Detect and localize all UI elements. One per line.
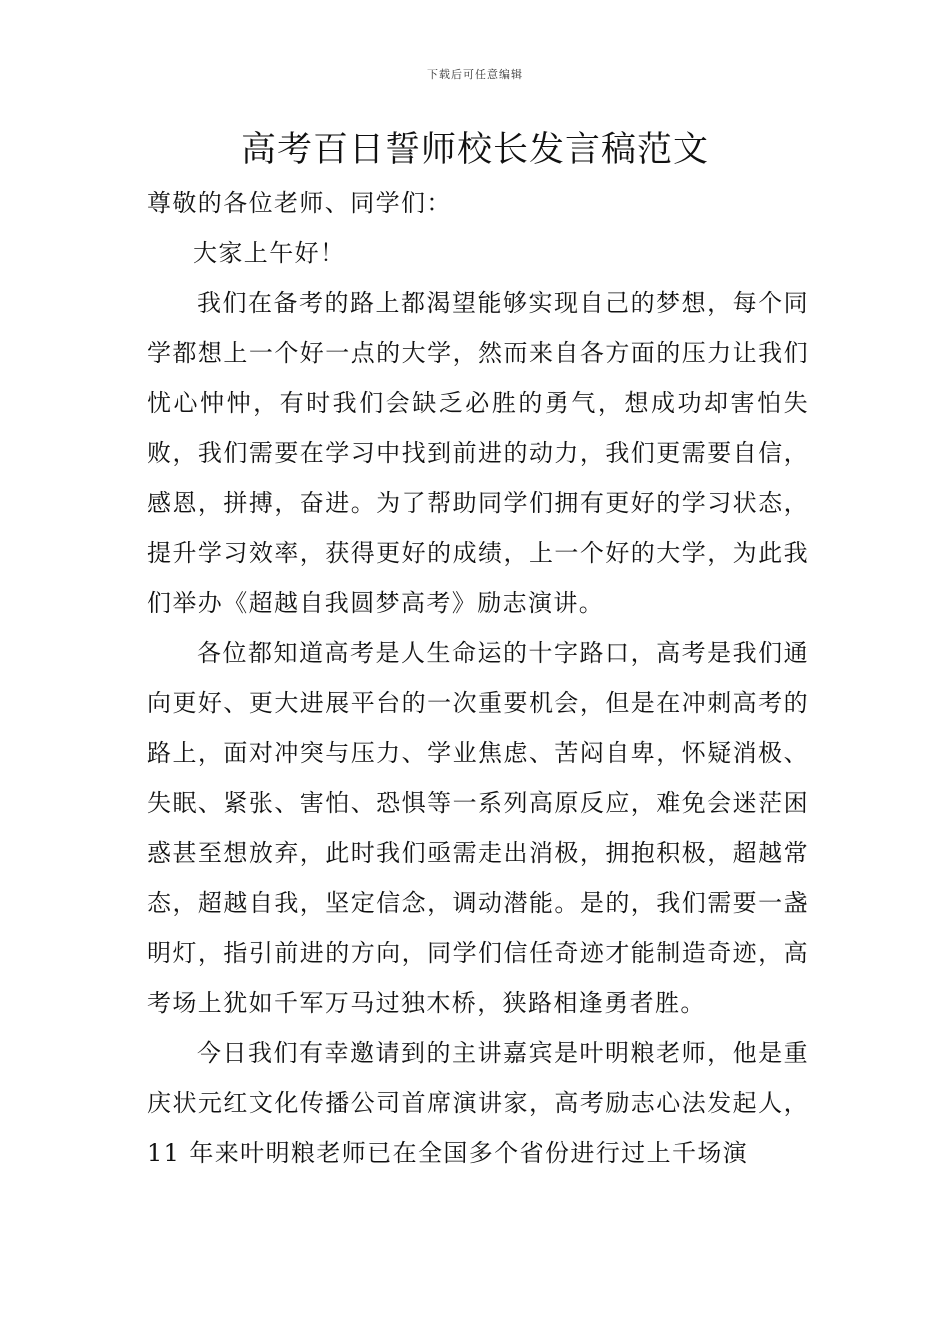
paragraph-3: 今日我们有幸邀请到的主讲嘉宾是叶明粮老师，他是重庆状元红文化传播公司首席演讲家，高考励志心法发起人，11 年来叶明粮老师已在全国多个省份进行过上千场演 <box>147 1039 809 1167</box>
paragraph-2: 各位都知道高考是人生命运的十字路口，高考是我们通向更好、更大进展平台的一次重要机会，但是在冲刺高考的路上，面对冲突与压力、学业焦虑、苦闷自卑，怀疑消极、失眠、紧张、害怕、恐惧等一系列高原反应，难免会迷茫困惑甚至想放弃，此时我们亟需走出消极，拥抱积极，超越常态，超越自我，坚定信念，调动潜能。是的，我们需要一盏明灯，指引前进的方向，同学们信任奇迹才能制造奇迹，高考场上犹如千军万马过独木桥，狭路相逢勇者胜。 <box>147 639 809 1017</box>
greeting: 大家上午好！ <box>193 239 346 267</box>
salutation: 尊敬的各位老师、同学们： <box>147 189 452 217</box>
document-body <box>147 178 809 1178</box>
header-note: 下载后可任意编辑 <box>427 68 523 81</box>
document-title: 高考百日誓师校长发言稿范文 <box>240 130 709 170</box>
paragraph-1: 我们在备考的路上都渴望能够实现自己的梦想，每个同学都想上一个好一点的大学，然而来自各方面的压力让我们忧心忡忡，有时我们会缺乏必胜的勇气，想成功却害怕失败，我们需要在学习中找到前进的动力，我们更需要自信，感恩，拼搏，奋进。为了帮助同学们拥有更好的学习状态，提升学习效率，获得更好的成绩，上一个好的大学，为此我们举办《超越自我圆梦高考》励志演讲。 <box>147 289 809 617</box>
